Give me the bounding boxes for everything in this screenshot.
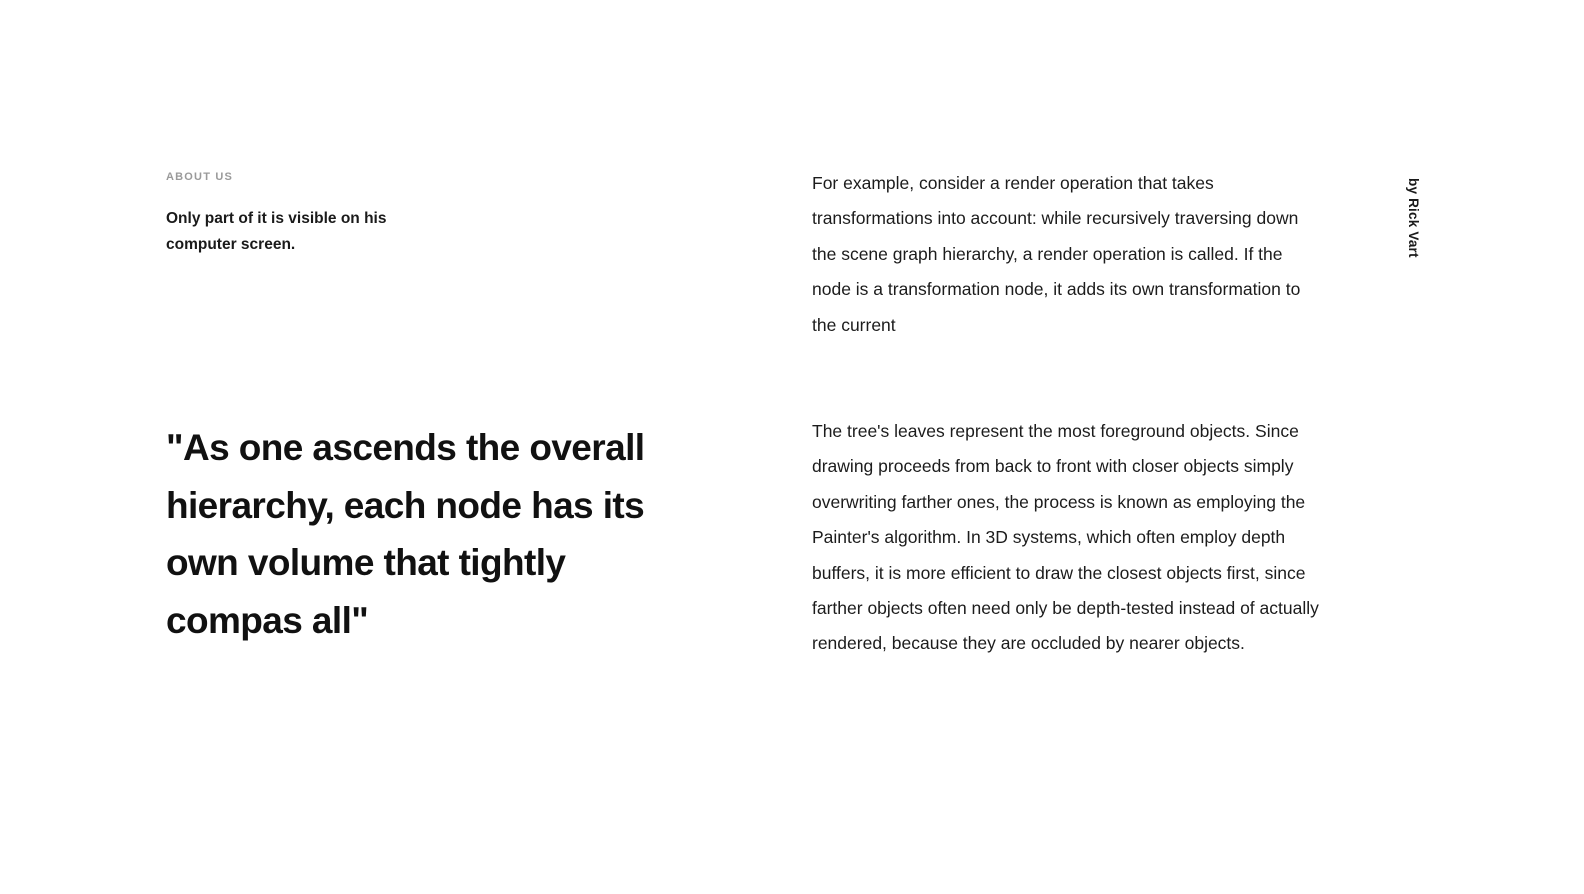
author-byline: by Rick Vart [1406, 178, 1421, 258]
section-eyebrow: ABOUT US [166, 171, 234, 183]
intro-text: Only part of it is visible on his computer screen. [166, 210, 387, 253]
article-paragraph-2: The tree's leaves represent the most foreground objects. Since drawing proceeds from back to front with closer objects simply overwriting farther ones, the process is known as employing the Painter's algorithm. In 3D systems, which often employ depth buffers, it is more efficient to draw the closest objects first, since farther objects often need only be depth-tested instead of actually rendered, because they are occluded by nearer objects. [812, 421, 1319, 654]
article-paragraph-1: For example, consider a render operation that takes transformations into account: while recursively traversing down the scene graph hierarchy, a render operation is called. If the node is a transformation node, it adds its own transformation to the current [812, 173, 1301, 335]
pull-quote: "As one ascends the overall hierarchy, each node has its own volume that tightly compas all" [166, 427, 645, 641]
